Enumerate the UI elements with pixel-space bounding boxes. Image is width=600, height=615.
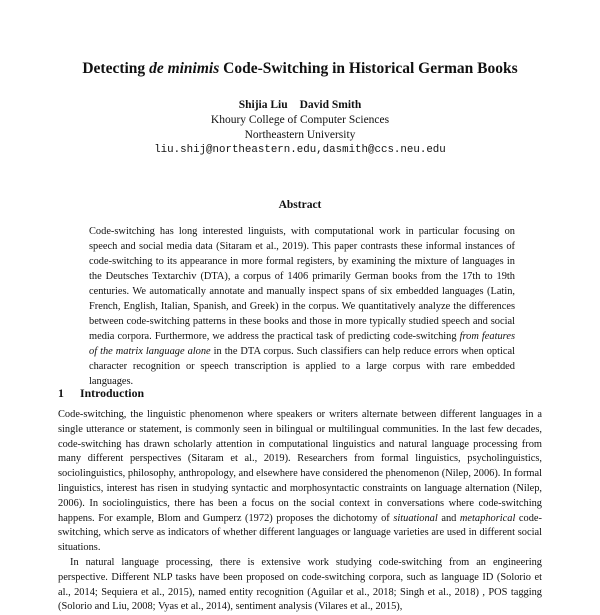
section-title: Introduction	[80, 386, 145, 400]
abstract-italic-phrase: from features of the matrix language alone	[89, 331, 515, 357]
author-emails: liu.shij@northeastern.edu,dasmith@ccs.neu.edu	[154, 144, 446, 156]
section-heading	[58, 386, 558, 401]
author-name: David Smith	[299, 99, 362, 111]
abstract-body	[89, 224, 515, 389]
intro-p1-and: and	[437, 512, 460, 524]
section-number: 1	[58, 386, 64, 400]
intro-p1-text-end: code-switching, which serve as indicators of whether different languages or language varieties are used in different social situations.	[58, 512, 542, 554]
intro-paragraph-2: In natural language processing, there is extensive work studying code-switching from an engineering perspective. Different NLP tasks have been proposed on code-switching corpora, such as language ID (Solorio et al., 2014; Sequiera et al., 2015), named entity recognition (Aguilar et al., 2018; Singh et al., 2018) , POS tagging (Solorio and Liu, 2008; Vyas et al., 2014), sentiment analysis (Vilares et al., 2015),	[58, 556, 542, 613]
author-names	[0, 98, 600, 113]
abstract-paragraph	[89, 224, 515, 389]
author-name: Shijia Liu	[238, 99, 288, 111]
intro-paragraph-1	[58, 408, 542, 556]
abstract-text-end: in the DTA corpus. Such classifiers can help reduce errors when optical character recognition or speech transcription is applied to a large corpus with rare embedded languages.	[89, 346, 515, 387]
author-affiliation: Khoury College of Computer Sciences	[210, 114, 390, 126]
author-block	[0, 98, 600, 158]
abstract-text-start: Code-switching has long interested linguists, with computational work in particular focusing on speech and social media data (Sitaram et al., 2019). This paper contrasts these informal instances of code-switching to its appearance in more formal registers, by examining the mixture of languages in the Deutsches Textarchiv (DTA), a corpus of 1406 primarily German books from the 17th to 19th centuries. We automatically annotate and manually inspect spans of six embedded languages (Latin, French, English, Italian, Spanish, and Greek) in the corpus. We quantitatively analyze the differences between code-switching patterns in these books and those in more typically studied speech and social media corpora. Furthermore, we address the practical task of predicting code-switching	[89, 226, 515, 342]
author-university: Northeastern University	[244, 129, 356, 141]
intro-italic-situational: situational	[393, 512, 438, 524]
intro-p1-text-start: Code-switching, the linguistic phenomenon where speakers or writers alternate between different languages in a single utterance or statement, is commonly seen in bilingual or multilingual communities. In the last few decades, code-switching has drawn scholarly attention in computational linguistics and natural language processing from many different perspectives (Sitaram et al., 2019). Researchers from formal linguistics, psycholinguistics, sociolinguistics, philosophy, anthropology, and elsewhere have considered the phenomenon (Nilep, 2006). In formal linguistics, interest has risen in studying syntactic and morphosyntactic constraints on language alternation (Nilep, 2006). In sociolinguistics, there has been a focus on the social context in conversations where code-switching happens. For example, Blom and Gumperz (1972) proposes the dichotomy of	[58, 409, 542, 524]
introduction-body	[58, 408, 542, 615]
paper-title	[0, 60, 600, 78]
title-italic-phrase: de minimis	[149, 60, 220, 77]
title-suffix: Code-Switching in Historical German Books	[219, 60, 518, 77]
abstract-heading: Abstract	[278, 199, 322, 211]
title-prefix: Detecting	[82, 60, 150, 77]
intro-italic-metaphorical: metaphorical	[459, 512, 516, 524]
